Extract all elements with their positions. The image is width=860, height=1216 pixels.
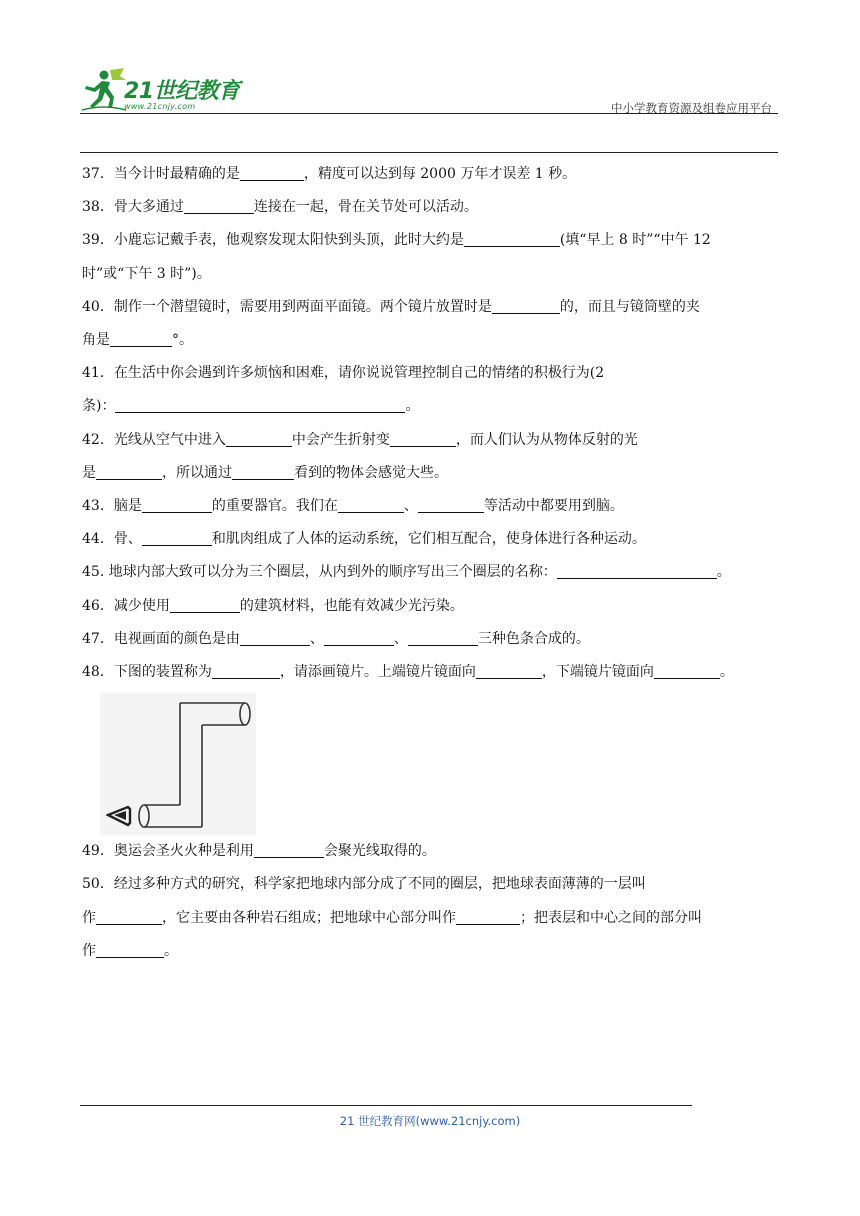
- question-text: 49．奥运会圣火火种是利用: [82, 843, 254, 860]
- question-40: [82, 291, 780, 324]
- question-45: [82, 556, 780, 589]
- answer-blank[interactable]: [110, 332, 172, 347]
- question-text: 角是: [82, 332, 110, 349]
- question-text: 。: [405, 398, 420, 415]
- question-text: 46．减少使用: [82, 597, 170, 614]
- question-text: ，请添画镜片。上端镜片镜面向: [279, 664, 476, 681]
- answer-blank[interactable]: [184, 199, 254, 214]
- question-50: [82, 868, 780, 901]
- logo: [80, 66, 250, 116]
- question-text: 条)：: [82, 398, 116, 415]
- header-rule: [80, 113, 778, 114]
- question-48: [82, 656, 780, 689]
- question-text: 三种色条合成的。: [477, 630, 590, 647]
- answer-blank[interactable]: [324, 631, 394, 646]
- question-text: 40．制作一个潜望镜时，需要用到两面平面镜。两个镜片放置时是: [82, 298, 492, 315]
- answer-blank[interactable]: [170, 598, 240, 613]
- question-text: 42．光线从空气中进入: [82, 431, 226, 448]
- answer-blank[interactable]: [456, 910, 520, 925]
- question-text: 中会产生折射变: [291, 431, 390, 448]
- logo-url: www.21cnjy.com: [124, 102, 196, 111]
- answer-blank[interactable]: [254, 843, 324, 858]
- answer-blank[interactable]: [408, 631, 478, 646]
- answer-blank[interactable]: [338, 498, 404, 513]
- question-text: 等活动中都要用到脑。: [483, 498, 624, 515]
- answer-blank[interactable]: [96, 943, 164, 958]
- content-top-rule: [80, 152, 778, 153]
- eye-icon: [106, 805, 134, 827]
- question-46: [82, 590, 780, 623]
- question-41: [82, 357, 780, 390]
- question-text: 时”或“下午 3 时”)。: [82, 265, 211, 282]
- question-text: 作: [82, 942, 96, 959]
- question-text: 48．下图的装置称为: [82, 664, 212, 681]
- footer-rule: [80, 1105, 692, 1106]
- answer-blank[interactable]: [557, 564, 717, 579]
- answer-blank[interactable]: [240, 166, 304, 181]
- question-text: 50．经过多种方式的研究，科学家把地球内部分成了不同的圈层，把地球表面薄薄的一层叫: [82, 876, 646, 893]
- question-text: ，它主要由各种岩石组成；把地球中心部分叫作: [162, 909, 456, 926]
- question-text: 会聚光线取得的。: [323, 843, 436, 860]
- answer-blank[interactable]: [654, 664, 720, 679]
- question-39: [82, 224, 780, 257]
- footer-text[interactable]: 21 世纪教育网(www.21cnjy.com): [339, 1114, 521, 1128]
- question-47: [82, 623, 780, 656]
- question-text: 的重要器官。我们在: [211, 498, 338, 515]
- question-text: 44．骨、: [82, 531, 142, 548]
- question-44: [82, 523, 780, 556]
- question-43: [82, 490, 780, 523]
- question-text: 39．小鹿忘记戴手表，他观察发现太阳快到头顶，此时大约是: [82, 232, 464, 249]
- question-text: 47．电视画面的颜色是由: [82, 630, 240, 647]
- question-text: ；把表层和中心之间的部分叫: [520, 909, 702, 926]
- answer-blank[interactable]: [115, 398, 405, 413]
- answer-blank[interactable]: [476, 664, 542, 679]
- question-text: 。: [719, 664, 734, 681]
- answer-blank[interactable]: [226, 432, 292, 447]
- question-text: °。: [172, 332, 193, 349]
- question-41-cont: [82, 390, 780, 423]
- question-49: [82, 835, 780, 868]
- answer-blank[interactable]: [232, 465, 294, 480]
- question-50-cont2: [82, 935, 780, 968]
- answer-blank[interactable]: [142, 498, 212, 513]
- question-text: 、: [309, 630, 324, 647]
- question-text: 是: [82, 464, 96, 481]
- answer-blank[interactable]: [492, 299, 560, 314]
- question-text: 、: [393, 630, 408, 647]
- question-text: ，下端镜片镜面向: [541, 664, 654, 681]
- question-50-cont: [82, 902, 780, 935]
- question-text: 45. 地球内部大致可以分为三个圈层，从内到外的顺序写出三个圈层的名称：: [82, 564, 557, 581]
- answer-blank[interactable]: [390, 432, 456, 447]
- question-37: [82, 158, 780, 191]
- question-text: 43．脑是: [82, 498, 142, 515]
- question-text: 41．在生活中你会遇到许多烦恼和困难，请你说说管理控制自己的情绪的积极行为(2: [82, 365, 605, 382]
- question-text: 。: [716, 564, 731, 581]
- question-text: 作: [82, 909, 96, 926]
- question-text: 连接在一起，骨在关节处可以活动。: [253, 199, 478, 216]
- question-text: 、: [403, 498, 418, 515]
- question-42-cont: [82, 457, 780, 490]
- question-text: (填“早上 8 时”“中午 12: [559, 232, 711, 249]
- answer-blank[interactable]: [212, 664, 280, 679]
- question-40-cont: [82, 324, 780, 357]
- answer-blank[interactable]: [142, 531, 212, 546]
- question-text: 37．当今计时最精确的是: [82, 166, 240, 182]
- answer-blank[interactable]: [96, 910, 162, 925]
- question-38: [82, 191, 780, 224]
- question-text: 的，而且与镜筒壁的夹: [559, 298, 700, 315]
- question-text: ，所以通过: [162, 464, 232, 481]
- platform-label: 中小学教育资源及组卷应用平台: [611, 101, 772, 115]
- page-header: [80, 62, 778, 120]
- runner-logo-icon: [80, 66, 128, 112]
- question-text: ，精度可以达到每 2000 万年才误差 1 秒。: [303, 166, 577, 182]
- question-text: 38．骨大多通过: [82, 199, 184, 216]
- question-text: 和肌肉组成了人体的运动系统，它们相互配合，使身体进行各种运动。: [211, 531, 646, 548]
- question-39-cont: [82, 258, 780, 291]
- answer-blank[interactable]: [240, 631, 310, 646]
- question-text: 。: [164, 942, 178, 959]
- question-list: [82, 158, 780, 968]
- question-42: [82, 424, 780, 457]
- answer-blank[interactable]: [464, 232, 560, 247]
- answer-blank[interactable]: [96, 465, 162, 480]
- question-text: ，而人们认为从物体反射的光: [455, 431, 638, 448]
- question-text: 的建筑材料，也能有效减少光污染。: [239, 597, 464, 614]
- periscope-figure: [100, 693, 260, 833]
- answer-blank[interactable]: [418, 498, 484, 513]
- logo-text: 21世纪教育: [124, 79, 240, 104]
- question-text: 看到的物体会感觉大些。: [294, 464, 448, 481]
